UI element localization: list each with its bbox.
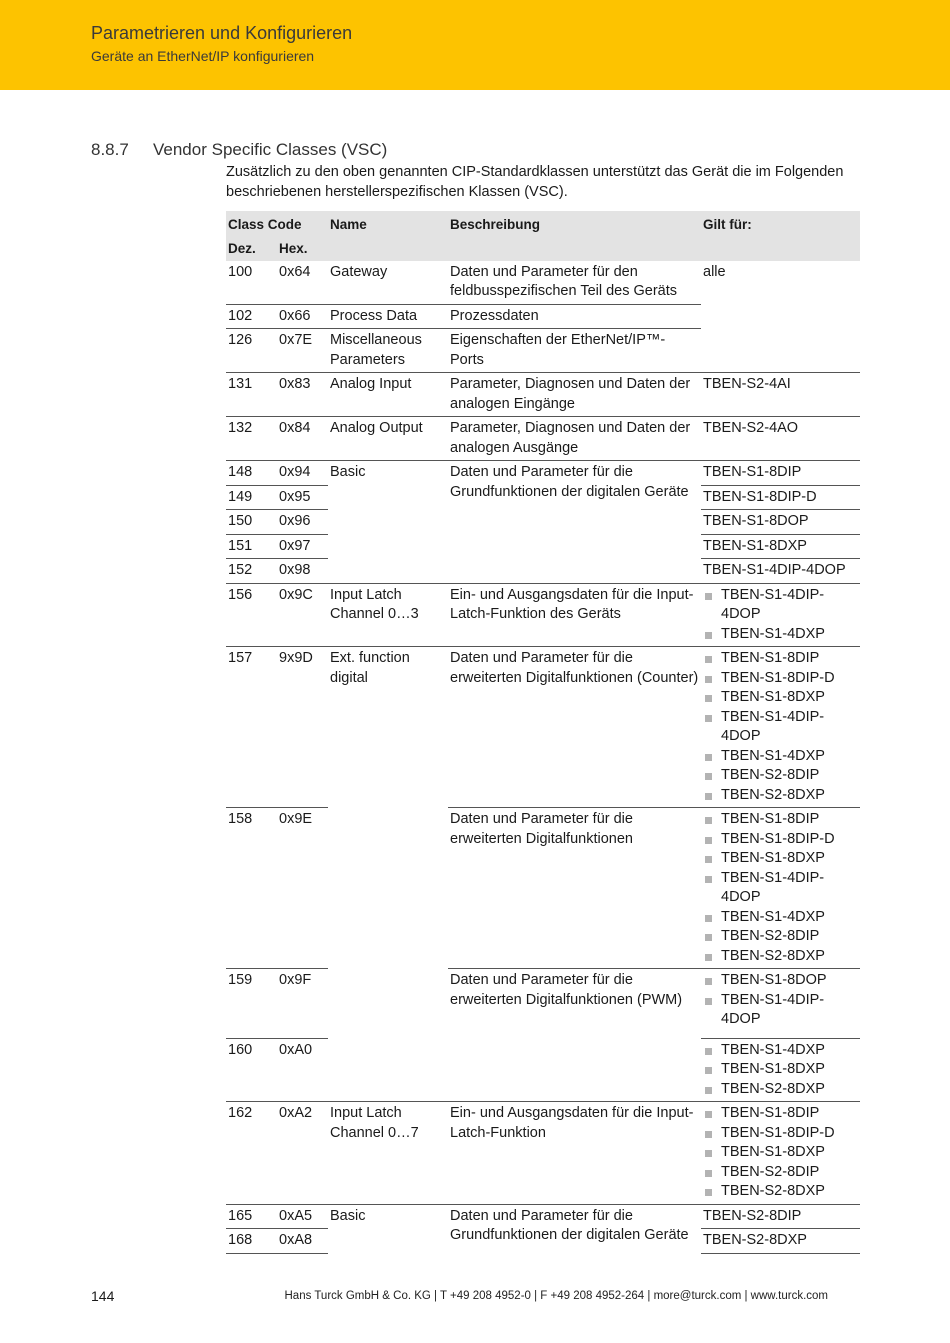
page-header bbox=[0, 0, 950, 90]
cell-applies: TBEN-S1-4DIP-4DOP bbox=[701, 559, 860, 584]
applies-list-item: TBEN-S1-8DIP bbox=[703, 1104, 858, 1124]
applies-list bbox=[703, 649, 858, 805]
applies-list-item: TBEN-S1-8DIP-D bbox=[703, 669, 858, 689]
cell-applies bbox=[701, 583, 860, 647]
applies-list-item: TBEN-S1-4DXP bbox=[703, 625, 858, 645]
cell-applies: TBEN-S1-8DXP bbox=[701, 534, 860, 559]
applies-list-item: TBEN-S1-8DXP bbox=[703, 1143, 858, 1163]
cell-description: Parameter, Diagnosen und Daten der analogen Ausgänge bbox=[448, 417, 701, 461]
cell-hex: 0x83 bbox=[277, 373, 328, 417]
applies-list bbox=[703, 810, 858, 966]
section-intro: Zusätzlich zu den oben genannten CIP-Standardklassen unterstützt das Gerät die im Folgenden beschriebenen herstellerspezifischen Klassen (VSC). bbox=[226, 164, 844, 200]
cell-hex: 0x84 bbox=[277, 417, 328, 461]
cell-description: Eigenschaften der EtherNet/IP™-Ports bbox=[448, 329, 701, 373]
cell-applies: TBEN-S1-8DOP bbox=[701, 510, 860, 535]
cell-description: Daten und Parameter für die erweiterten Digitalfunktionen (Counter) bbox=[448, 647, 701, 808]
cell-applies: TBEN-S1-8DIP bbox=[701, 461, 860, 486]
cell-applies bbox=[701, 647, 860, 808]
header-title: Parametrieren und Konfigurieren bbox=[91, 23, 353, 43]
applies-list-item: TBEN-S2-8DXP bbox=[703, 786, 858, 806]
cell-hex: 0x98 bbox=[277, 559, 328, 584]
cell-dec: 148 bbox=[226, 461, 277, 486]
cell-dec: 150 bbox=[226, 510, 277, 535]
applies-list-item: TBEN-S1-8DXP bbox=[703, 1060, 858, 1080]
applies-list-item: TBEN-S1-8DIP bbox=[703, 810, 858, 830]
cell-hex: 9x9D bbox=[277, 647, 328, 808]
cell-description: Daten und Parameter für die erweiterten Digitalfunktionen bbox=[448, 808, 701, 969]
applies-list-item: TBEN-S1-8DIP-D bbox=[703, 1124, 858, 1144]
cell-description: Daten und Parameter für den feldbusspezifischen Teil des Geräts bbox=[450, 263, 678, 299]
applies-list-item: TBEN-S1-4DIP-4DOP bbox=[703, 991, 858, 1030]
cell-applies: TBEN-S1-8DIP-D bbox=[701, 485, 860, 510]
table-row bbox=[226, 969, 860, 1039]
cell-dec: 100 bbox=[228, 263, 253, 280]
cell-dec: 168 bbox=[226, 1229, 277, 1254]
cell-dec: 102 bbox=[226, 304, 277, 329]
cell-hex: 0x9C bbox=[277, 583, 328, 647]
cell-applies: TBEN-S2-8DIP bbox=[701, 1204, 860, 1229]
header-hex: Hex. bbox=[277, 237, 328, 261]
header-class-code: Class Code bbox=[226, 211, 328, 237]
cell-description: Daten und Parameter für die Grundfunktionen der digitalen Geräte bbox=[448, 1204, 701, 1253]
cell-description: Parameter, Diagnosen und Daten der analogen Eingänge bbox=[448, 373, 701, 417]
cell-applies: TBEN-S2-4AO bbox=[701, 417, 860, 461]
cell-description: Ein- und Ausgangsdaten für die Input-Latch-Funktion bbox=[448, 1102, 701, 1205]
table-row bbox=[226, 261, 860, 305]
cell-name: Miscellaneous Parameters bbox=[328, 329, 448, 373]
cell-name: Gateway bbox=[330, 263, 388, 280]
applies-list-item: TBEN-S1-4DIP-4DOP bbox=[703, 869, 858, 908]
cell-description: Daten und Parameter für die erweiterten Digitalfunktionen (PWM) bbox=[448, 969, 701, 1102]
section-title: Vendor Specific Classes (VSC) bbox=[153, 140, 388, 159]
applies-list bbox=[703, 1041, 858, 1100]
table-row bbox=[226, 647, 860, 808]
applies-list-item: TBEN-S1-8DIP bbox=[703, 649, 858, 669]
cell-name: Input Latch Channel 0…3 bbox=[328, 583, 448, 647]
cell-dec: 165 bbox=[226, 1204, 277, 1229]
footer-contact: Hans Turck GmbH & Co. KG | T +49 208 4952-0 | F +49 208 4952-264 | more@turck.com | www.turck.com bbox=[284, 1290, 828, 1302]
header-dec: Dez. bbox=[226, 237, 277, 261]
cell-name: Basic bbox=[328, 461, 448, 584]
cell-applies bbox=[701, 1102, 860, 1205]
cell-hex: 0x95 bbox=[277, 485, 328, 510]
applies-list-item: TBEN-S1-8DIP-D bbox=[703, 830, 858, 850]
cell-applies bbox=[701, 1038, 860, 1102]
cell-hex: 0xA0 bbox=[277, 1038, 328, 1102]
table-row bbox=[226, 1204, 860, 1229]
cell-dec: 157 bbox=[226, 647, 277, 808]
cell-dec: 162 bbox=[226, 1102, 277, 1205]
cell-hex: 0x9E bbox=[277, 808, 328, 969]
cell-name: Analog Output bbox=[328, 417, 448, 461]
applies-list-item: TBEN-S1-8DXP bbox=[703, 688, 858, 708]
cell-dec: 151 bbox=[226, 534, 277, 559]
applies-list-item: TBEN-S2-8DXP bbox=[703, 947, 858, 967]
applies-list-item: TBEN-S1-4DXP bbox=[703, 747, 858, 767]
table-row bbox=[226, 583, 860, 647]
cell-dec: 159 bbox=[226, 969, 277, 1039]
cell-hex: 0x7E bbox=[277, 329, 328, 373]
header-subtitle: Geräte an EtherNet/IP konfigurieren bbox=[91, 48, 315, 64]
cell-dec: 131 bbox=[226, 373, 277, 417]
cell-description: Prozessdaten bbox=[448, 304, 701, 329]
applies-list-item: TBEN-S1-4DIP-4DOP bbox=[703, 586, 858, 625]
cell-name: Input Latch Channel 0…7 bbox=[328, 1102, 448, 1205]
cell-dec: 149 bbox=[226, 485, 277, 510]
applies-list-item: TBEN-S1-8DOP bbox=[703, 971, 858, 991]
cell-applies bbox=[701, 808, 860, 969]
cell-name: Ext. function digital bbox=[328, 647, 448, 1102]
applies-list-item: TBEN-S2-8DXP bbox=[703, 1080, 858, 1100]
cell-hex: 0xA5 bbox=[277, 1204, 328, 1229]
page-number: 144 bbox=[91, 1288, 115, 1304]
applies-list-item: TBEN-S1-4DXP bbox=[703, 1041, 858, 1061]
cell-hex: 0x9F bbox=[277, 969, 328, 1039]
table-row bbox=[226, 808, 860, 969]
cell-hex: 0x64 bbox=[279, 263, 311, 280]
vsc-table bbox=[226, 211, 860, 1254]
table-row bbox=[226, 461, 860, 486]
cell-description: Daten und Parameter für die Grundfunktionen der digitalen Geräte bbox=[448, 461, 701, 584]
applies-list-item: TBEN-S1-8DXP bbox=[703, 849, 858, 869]
section-number: 8.8.7 bbox=[91, 140, 129, 159]
cell-applies: TBEN-S2-4AI bbox=[701, 373, 860, 417]
cell-name: Process Data bbox=[328, 304, 448, 329]
header-name: Name bbox=[328, 211, 448, 261]
cell-dec: 152 bbox=[226, 559, 277, 584]
cell-applies: TBEN-S2-8DXP bbox=[701, 1229, 860, 1254]
cell-dec: 132 bbox=[226, 417, 277, 461]
header-applies-to: Gilt für: bbox=[701, 211, 860, 261]
table-row bbox=[226, 417, 860, 461]
cell-description: Ein- und Ausgangsdaten für die Input-Latch-Funktion des Geräts bbox=[448, 583, 701, 647]
cell-hex: 0x97 bbox=[277, 534, 328, 559]
cell-applies: alle bbox=[703, 263, 726, 280]
table-row bbox=[226, 373, 860, 417]
applies-list-item: TBEN-S2-8DXP bbox=[703, 1182, 858, 1202]
cell-hex: 0x66 bbox=[277, 304, 328, 329]
applies-list-item: TBEN-S1-4DXP bbox=[703, 908, 858, 928]
cell-hex: 0xA2 bbox=[277, 1102, 328, 1205]
cell-dec: 158 bbox=[226, 808, 277, 969]
cell-dec: 160 bbox=[226, 1038, 277, 1102]
cell-dec: 156 bbox=[226, 583, 277, 647]
cell-hex: 0x94 bbox=[277, 461, 328, 486]
cell-hex: 0xA8 bbox=[277, 1229, 328, 1254]
cell-hex: 0x96 bbox=[277, 510, 328, 535]
applies-list-item: TBEN-S1-4DIP-4DOP bbox=[703, 708, 858, 747]
cell-applies bbox=[701, 969, 860, 1039]
table-row bbox=[226, 1102, 860, 1205]
cell-dec: 126 bbox=[226, 329, 277, 373]
cell-name: Analog Input bbox=[328, 373, 448, 417]
applies-list bbox=[703, 971, 858, 1030]
applies-list-item: TBEN-S2-8DIP bbox=[703, 927, 858, 947]
cell-name: Basic bbox=[328, 1204, 448, 1253]
applies-list bbox=[703, 1104, 858, 1202]
applies-list-item: TBEN-S2-8DIP bbox=[703, 766, 858, 786]
applies-list bbox=[703, 586, 858, 645]
applies-list-item: TBEN-S2-8DIP bbox=[703, 1163, 858, 1183]
header-description: Beschreibung bbox=[448, 211, 701, 261]
